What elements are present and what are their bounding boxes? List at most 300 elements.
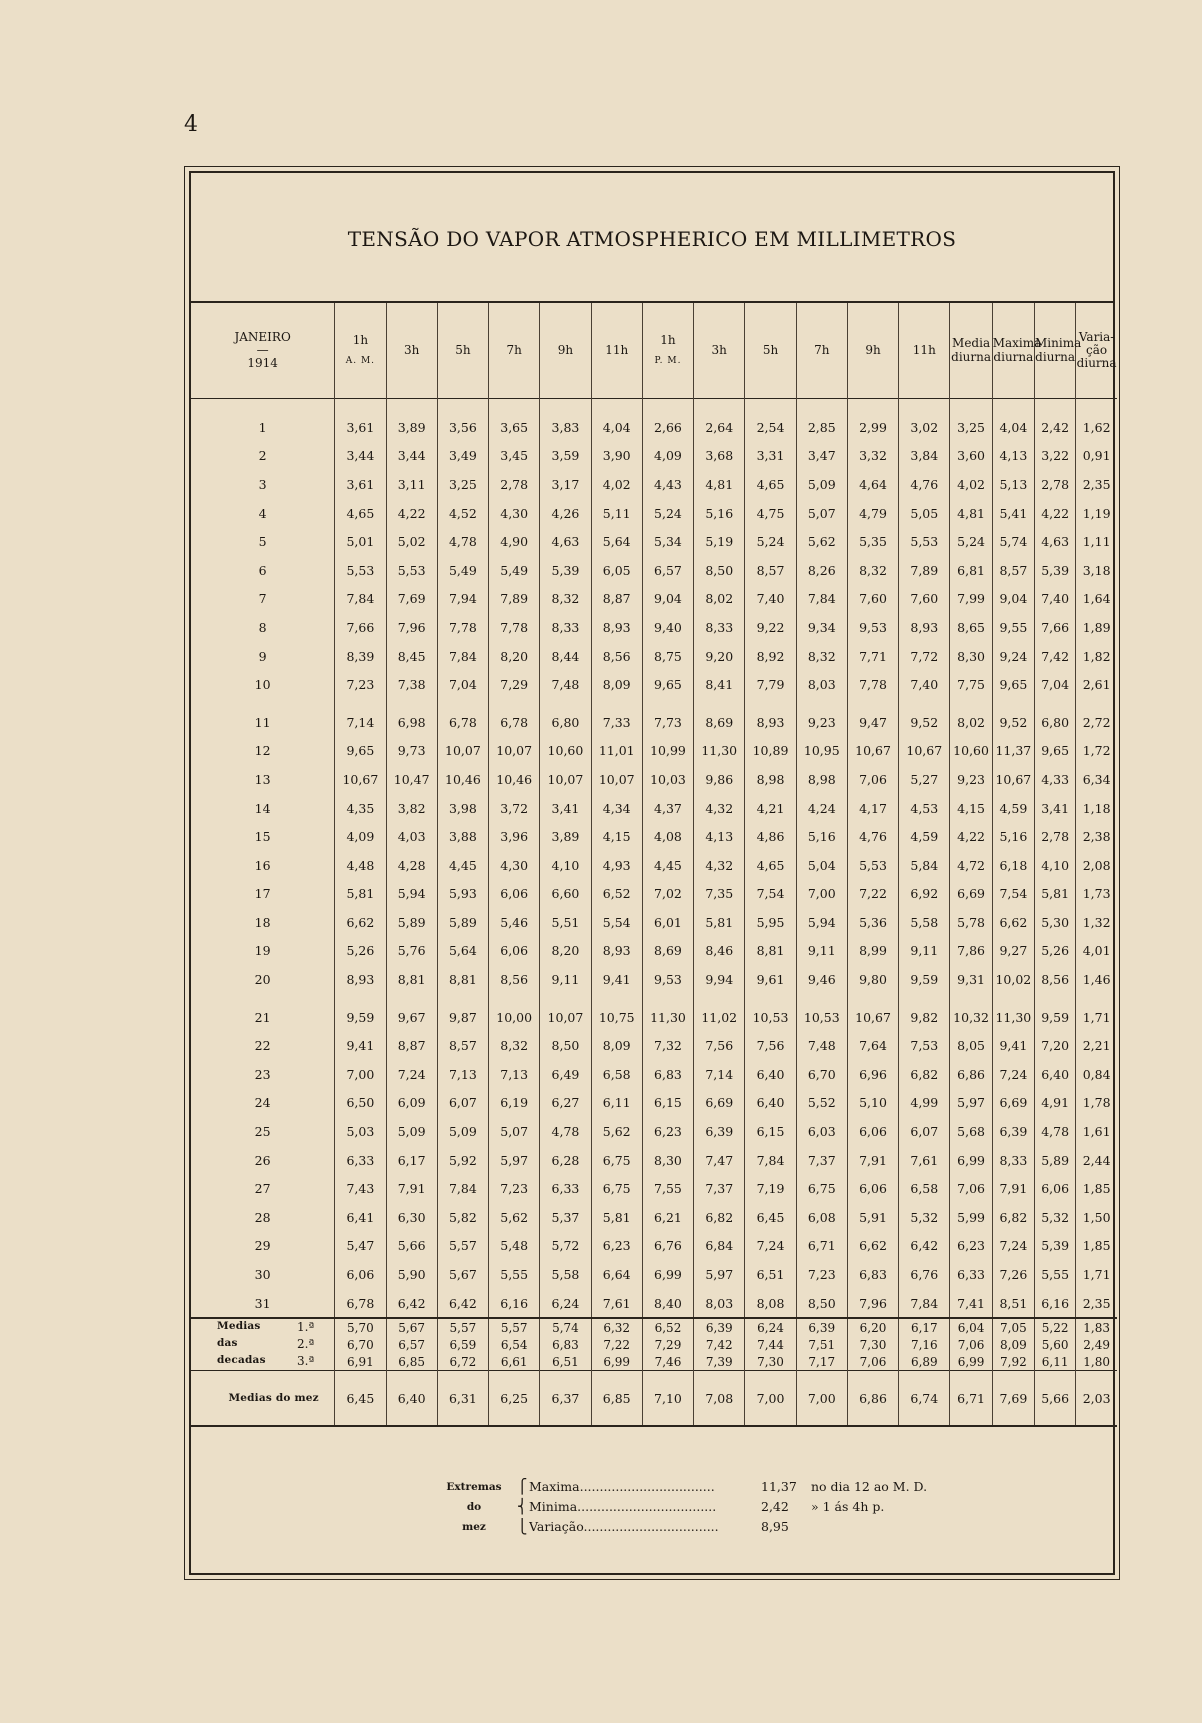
day-cell: 3 bbox=[191, 470, 335, 499]
value-cell: 7,69 bbox=[992, 1371, 1034, 1427]
value-cell: 7,89 bbox=[899, 556, 950, 585]
value-cell: 6,57 bbox=[642, 556, 693, 585]
value-cell: 8,93 bbox=[335, 965, 386, 994]
value-cell: 10,60 bbox=[540, 737, 591, 766]
value-cell: 7,43 bbox=[335, 1174, 386, 1203]
value-cell: 7,69 bbox=[386, 585, 437, 614]
decade-label-cell bbox=[191, 1336, 335, 1353]
value-cell: 2,49 bbox=[1083, 1337, 1110, 1352]
value-cell: 8,45 bbox=[386, 642, 437, 671]
value-cell: 6,39 bbox=[992, 1117, 1034, 1146]
day-cell: 29 bbox=[191, 1232, 335, 1261]
value-cell: 7,84 bbox=[335, 585, 386, 614]
value-cell: 9,86 bbox=[694, 765, 745, 794]
value-cell: 6,99 bbox=[591, 1353, 642, 1371]
table-row bbox=[191, 765, 1117, 794]
value-cell: 10,07 bbox=[489, 737, 540, 766]
value-cell: 7,91 bbox=[992, 1174, 1034, 1203]
day-cell: 10 bbox=[191, 670, 335, 699]
value-cell: 7,06 bbox=[847, 1353, 898, 1371]
value-cell: 6,61 bbox=[489, 1353, 540, 1371]
value-cell: 7,48 bbox=[540, 670, 591, 699]
value-cell: 11,37 bbox=[992, 737, 1034, 766]
value-cell: 7,37 bbox=[796, 1146, 847, 1175]
day-cell: 7 bbox=[191, 585, 335, 614]
value-cell: 2,78 bbox=[489, 470, 540, 499]
value-cell: 7,40 bbox=[1035, 585, 1076, 614]
value-cell: 10,53 bbox=[796, 1003, 847, 1032]
value-cell: 3,68 bbox=[694, 442, 745, 471]
value-cell: 8,81 bbox=[437, 965, 488, 994]
spacer-cell bbox=[437, 699, 488, 708]
value-cell: 6,33 bbox=[950, 1260, 992, 1289]
value-cell: 4,79 bbox=[847, 499, 898, 528]
value-cell: 8,09 bbox=[992, 1336, 1034, 1353]
value-cell: 6,40 bbox=[1035, 1060, 1076, 1089]
value-cell: 9,41 bbox=[591, 965, 642, 994]
value-cell: 4,45 bbox=[642, 851, 693, 880]
decade-ordinal: 3.ª bbox=[297, 1354, 315, 1369]
value-cell: 8,56 bbox=[1035, 965, 1076, 994]
spacer-cell bbox=[992, 699, 1034, 708]
value-cell: 7,54 bbox=[992, 880, 1034, 909]
value-cell: 7,29 bbox=[489, 670, 540, 699]
value-cell: 5,68 bbox=[950, 1117, 992, 1146]
value-cell: 6,51 bbox=[540, 1353, 591, 1371]
value-cell: 7,14 bbox=[335, 708, 386, 737]
value-cell: 8,57 bbox=[992, 556, 1034, 585]
value-cell: 9,55 bbox=[992, 613, 1034, 642]
value-cell: 6,23 bbox=[950, 1232, 992, 1261]
value-cell: 7,78 bbox=[437, 613, 488, 642]
value-cell: 4,10 bbox=[1035, 851, 1076, 880]
value-cell: 9,53 bbox=[847, 613, 898, 642]
value-cell: 4,35 bbox=[335, 794, 386, 823]
value-cell: 7,86 bbox=[950, 937, 992, 966]
value-cell: 4,81 bbox=[694, 470, 745, 499]
spacer-row bbox=[191, 994, 1117, 1003]
value-cell: 10,60 bbox=[950, 737, 992, 766]
value-cell: 10,47 bbox=[386, 765, 437, 794]
value-cell: 6,69 bbox=[694, 1089, 745, 1118]
value-cell: 6,86 bbox=[950, 1060, 992, 1089]
table-row bbox=[191, 499, 1117, 528]
value-cell: 5,66 bbox=[1035, 1371, 1076, 1427]
value-cell: 8,40 bbox=[642, 1289, 693, 1319]
value-cell: 6,78 bbox=[335, 1289, 386, 1319]
value-cell: 2,78 bbox=[1035, 822, 1076, 851]
decade-label: Medias bbox=[217, 1320, 261, 1333]
header-row bbox=[191, 303, 1117, 399]
value-cell: 5,57 bbox=[437, 1232, 488, 1261]
value-cell: 7,23 bbox=[796, 1260, 847, 1289]
value-cell: 7,42 bbox=[694, 1336, 745, 1353]
value-cell: 6,78 bbox=[489, 708, 540, 737]
spacer-cell bbox=[950, 699, 992, 708]
value-cell: 4,86 bbox=[745, 822, 796, 851]
day-cell: 21 bbox=[191, 1003, 335, 1032]
value-cell: 5,36 bbox=[847, 908, 898, 937]
value-cell: 5,81 bbox=[591, 1203, 642, 1232]
value-cell: 3,89 bbox=[386, 413, 437, 442]
spacer-cell bbox=[489, 994, 540, 1003]
value-cell: 8,32 bbox=[489, 1031, 540, 1060]
value-cell: 9,67 bbox=[386, 1003, 437, 1032]
value-cell: 8,33 bbox=[694, 613, 745, 642]
value-cell: 7,40 bbox=[745, 585, 796, 614]
spacer-cell bbox=[694, 699, 745, 708]
value-cell: 9,94 bbox=[694, 965, 745, 994]
value-cell: 5,94 bbox=[796, 908, 847, 937]
value-cell: 8,32 bbox=[540, 585, 591, 614]
value-cell: 3,44 bbox=[386, 442, 437, 471]
value-cell: 5,54 bbox=[591, 908, 642, 937]
value-cell: 6,89 bbox=[899, 1353, 950, 1371]
value-cell: 7,24 bbox=[745, 1232, 796, 1261]
value-cell: 7,40 bbox=[899, 670, 950, 699]
value-cell: 5,91 bbox=[847, 1203, 898, 1232]
extreme-value: 11,37 bbox=[761, 1479, 797, 1494]
spacer-cell bbox=[899, 399, 950, 414]
value-cell: 6,58 bbox=[591, 1060, 642, 1089]
table-row bbox=[191, 1146, 1117, 1175]
value-cell: 6,03 bbox=[796, 1117, 847, 1146]
value-cell: 5,24 bbox=[642, 499, 693, 528]
value-cell: 9,41 bbox=[992, 1031, 1034, 1060]
extreme-label: mez bbox=[462, 1521, 486, 1533]
value-cell: 5,49 bbox=[437, 556, 488, 585]
value-cell: 4,59 bbox=[992, 794, 1034, 823]
value-cell: 3,11 bbox=[386, 470, 437, 499]
day-cell: 31 bbox=[191, 1289, 335, 1319]
value-cell: 5,64 bbox=[437, 937, 488, 966]
table-row bbox=[191, 937, 1117, 966]
value-cell: 9,04 bbox=[642, 585, 693, 614]
value-cell: 9,87 bbox=[437, 1003, 488, 1032]
value-cell: 5,04 bbox=[796, 851, 847, 880]
value-cell: 10,46 bbox=[437, 765, 488, 794]
value-cell: 5,46 bbox=[489, 908, 540, 937]
value-cell: 10,00 bbox=[489, 1003, 540, 1032]
value-cell: 10,75 bbox=[591, 1003, 642, 1032]
value-cell: 9,47 bbox=[847, 708, 898, 737]
value-cell: 7,00 bbox=[335, 1060, 386, 1089]
value-cell: 7,72 bbox=[899, 642, 950, 671]
value-cell: 8,98 bbox=[796, 765, 847, 794]
value-cell: 7,48 bbox=[796, 1031, 847, 1060]
value-cell: 5,53 bbox=[847, 851, 898, 880]
value-cell: 7,96 bbox=[847, 1289, 898, 1319]
brace: ⎩ bbox=[517, 1519, 528, 1535]
value-cell: 9,59 bbox=[1035, 1003, 1076, 1032]
spacer-cell bbox=[540, 994, 591, 1003]
spacer-cell bbox=[335, 994, 386, 1003]
day-cell: 4 bbox=[191, 499, 335, 528]
value-cell: 8,98 bbox=[745, 765, 796, 794]
table-row bbox=[191, 1031, 1117, 1060]
value-cell: 6,71 bbox=[796, 1232, 847, 1261]
value-cell: 5,57 bbox=[489, 1318, 540, 1336]
value-cell: 4,22 bbox=[1035, 499, 1076, 528]
value-cell: 4,03 bbox=[386, 822, 437, 851]
value-cell: 7,08 bbox=[694, 1371, 745, 1427]
value-cell: 5,34 bbox=[642, 527, 693, 556]
value-cell: 9,11 bbox=[899, 937, 950, 966]
spacer-cell bbox=[796, 699, 847, 708]
value-cell: 3,25 bbox=[950, 413, 992, 442]
value-cell: 5,55 bbox=[1035, 1260, 1076, 1289]
value-cell: 6,99 bbox=[642, 1260, 693, 1289]
maxima-header: Maxima diurna bbox=[992, 303, 1034, 399]
value-cell: 11,30 bbox=[992, 1003, 1034, 1032]
value-cell: 8,20 bbox=[540, 937, 591, 966]
value-cell: 7,23 bbox=[489, 1174, 540, 1203]
value-cell: 10,46 bbox=[489, 765, 540, 794]
value-cell: 10,03 bbox=[642, 765, 693, 794]
value-cell: 8,50 bbox=[540, 1031, 591, 1060]
value-cell: 5,39 bbox=[540, 556, 591, 585]
value-cell: 6,28 bbox=[540, 1146, 591, 1175]
value-cell: 7,06 bbox=[847, 765, 898, 794]
value-cell: 8,26 bbox=[796, 556, 847, 585]
value-cell: 4,37 bbox=[642, 794, 693, 823]
table-row bbox=[191, 737, 1117, 766]
value-cell: 7,24 bbox=[992, 1232, 1034, 1261]
value-cell: 4,99 bbox=[899, 1089, 950, 1118]
value-cell: 7,78 bbox=[847, 670, 898, 699]
value-cell: 6,70 bbox=[335, 1336, 386, 1353]
value-cell: 1,85 bbox=[1082, 1238, 1111, 1254]
spacer-cell bbox=[950, 994, 992, 1003]
value-cell: 6,39 bbox=[694, 1117, 745, 1146]
value-cell: 7,16 bbox=[899, 1336, 950, 1353]
value-cell: 6,06 bbox=[847, 1174, 898, 1203]
decade-label-cell bbox=[191, 1318, 335, 1336]
value-cell: 7,75 bbox=[950, 670, 992, 699]
value-cell: 1,82 bbox=[1082, 648, 1111, 664]
value-cell: 9,24 bbox=[992, 642, 1034, 671]
value-cell: 7,53 bbox=[899, 1031, 950, 1060]
value-cell: 8,03 bbox=[694, 1289, 745, 1319]
value-cell: 7,51 bbox=[796, 1336, 847, 1353]
value-cell: 8,05 bbox=[950, 1031, 992, 1060]
value-cell: 7,79 bbox=[745, 670, 796, 699]
table-row bbox=[191, 585, 1117, 614]
value-cell: 6,75 bbox=[796, 1174, 847, 1203]
hour-header: 3h bbox=[386, 303, 437, 399]
value-cell: 9,34 bbox=[796, 613, 847, 642]
value-cell: 10,07 bbox=[591, 765, 642, 794]
value-cell: 5,93 bbox=[437, 880, 488, 909]
value-cell: 7,20 bbox=[1035, 1031, 1076, 1060]
value-cell: 9,65 bbox=[642, 670, 693, 699]
value-cell: 2,64 bbox=[694, 413, 745, 442]
value-cell: 5,58 bbox=[899, 908, 950, 937]
value-cell: 5,97 bbox=[489, 1146, 540, 1175]
value-cell: 1,18 bbox=[1082, 800, 1111, 816]
value-cell: 9,73 bbox=[386, 737, 437, 766]
value-cell: 6,20 bbox=[847, 1318, 898, 1336]
value-cell: 6,40 bbox=[386, 1371, 437, 1427]
value-cell: 7,32 bbox=[642, 1031, 693, 1060]
value-cell: 9,40 bbox=[642, 613, 693, 642]
value-cell: 5,89 bbox=[1035, 1146, 1076, 1175]
spacer-cell bbox=[591, 994, 642, 1003]
value-cell: 7,78 bbox=[489, 613, 540, 642]
value-cell: 3,88 bbox=[437, 822, 488, 851]
value-cell: 7,14 bbox=[694, 1060, 745, 1089]
value-cell: 5,67 bbox=[386, 1318, 437, 1336]
decade-label: decadas bbox=[217, 1354, 266, 1367]
value-cell: 6,04 bbox=[950, 1318, 992, 1336]
value-cell: 10,67 bbox=[847, 737, 898, 766]
table-row bbox=[191, 908, 1117, 937]
value-cell: 5,52 bbox=[796, 1089, 847, 1118]
value-cell: 6,06 bbox=[1035, 1174, 1076, 1203]
hour-header: 1h A. M. bbox=[335, 303, 386, 399]
value-cell: 7,89 bbox=[489, 585, 540, 614]
value-cell: 1,73 bbox=[1082, 886, 1111, 902]
value-cell: 8,30 bbox=[950, 642, 992, 671]
spacer-cell bbox=[1076, 699, 1117, 708]
value-cell: 6,85 bbox=[591, 1371, 642, 1427]
value-cell: 5,24 bbox=[950, 527, 992, 556]
day-cell: 26 bbox=[191, 1146, 335, 1175]
spacer-cell bbox=[335, 699, 386, 708]
spacer-cell bbox=[796, 399, 847, 414]
value-cell: 5,07 bbox=[796, 499, 847, 528]
day-cell: 8 bbox=[191, 613, 335, 642]
value-cell: 9,11 bbox=[540, 965, 591, 994]
value-cell: 4,02 bbox=[591, 470, 642, 499]
value-cell: 11,01 bbox=[591, 737, 642, 766]
value-cell: 4,15 bbox=[950, 794, 992, 823]
value-cell: 5,09 bbox=[386, 1117, 437, 1146]
extreme-value: 8,95 bbox=[761, 1519, 789, 1534]
value-cell: 5,35 bbox=[847, 527, 898, 556]
value-cell: 4,72 bbox=[950, 851, 992, 880]
value-cell: 1,72 bbox=[1082, 743, 1111, 759]
value-cell: 8,02 bbox=[694, 585, 745, 614]
spacer-cell bbox=[191, 699, 335, 708]
table-row bbox=[191, 1289, 1117, 1319]
value-cell: 3,61 bbox=[335, 413, 386, 442]
spacer-cell bbox=[847, 699, 898, 708]
value-cell: 4,90 bbox=[489, 527, 540, 556]
table-row bbox=[191, 442, 1117, 471]
value-cell: 7,56 bbox=[694, 1031, 745, 1060]
value-cell: 2,35 bbox=[1082, 1295, 1111, 1311]
value-cell: 2,08 bbox=[1082, 857, 1111, 873]
value-cell: 6,70 bbox=[796, 1060, 847, 1089]
value-cell: 6,85 bbox=[386, 1353, 437, 1371]
value-cell: 6,18 bbox=[992, 851, 1034, 880]
spacer-cell bbox=[899, 699, 950, 708]
value-cell: 5,76 bbox=[386, 937, 437, 966]
value-cell: 9,46 bbox=[796, 965, 847, 994]
value-cell: 10,53 bbox=[745, 1003, 796, 1032]
value-cell: 9,23 bbox=[950, 765, 992, 794]
table-row bbox=[191, 1060, 1117, 1089]
value-cell: 7,94 bbox=[437, 585, 488, 614]
value-cell: 7,04 bbox=[437, 670, 488, 699]
value-cell: 5,16 bbox=[796, 822, 847, 851]
value-cell: 1,62 bbox=[1082, 419, 1111, 435]
day-cell: 6 bbox=[191, 556, 335, 585]
value-cell: 7,84 bbox=[437, 1174, 488, 1203]
value-cell: 2,72 bbox=[1082, 714, 1111, 730]
hour-header: 11h bbox=[899, 303, 950, 399]
value-cell: 2,78 bbox=[1035, 470, 1076, 499]
value-cell: 10,67 bbox=[335, 765, 386, 794]
spacer-cell bbox=[745, 994, 796, 1003]
value-cell: 3,65 bbox=[489, 413, 540, 442]
hour-header: 7h bbox=[796, 303, 847, 399]
value-cell: 6,08 bbox=[796, 1203, 847, 1232]
value-cell: 1,61 bbox=[1082, 1124, 1111, 1140]
value-cell: 6,25 bbox=[489, 1371, 540, 1427]
value-cell: 9,52 bbox=[992, 708, 1034, 737]
day-cell: 2 bbox=[191, 442, 335, 471]
value-cell: 5,72 bbox=[540, 1232, 591, 1261]
spacer-cell bbox=[191, 399, 335, 414]
value-cell: 3,82 bbox=[386, 794, 437, 823]
extreme-name: Variação.................................. bbox=[529, 1519, 719, 1534]
value-cell: 5,89 bbox=[437, 908, 488, 937]
spacer-cell bbox=[796, 994, 847, 1003]
value-cell: 5,81 bbox=[694, 908, 745, 937]
decade-row bbox=[191, 1353, 1117, 1371]
table-inner-frame bbox=[189, 171, 1115, 1575]
value-cell: 3,41 bbox=[1035, 794, 1076, 823]
value-cell: 6,74 bbox=[899, 1371, 950, 1427]
value-cell: 10,07 bbox=[437, 737, 488, 766]
value-cell: 5,30 bbox=[1035, 908, 1076, 937]
value-cell: 4,22 bbox=[386, 499, 437, 528]
value-cell: 9,52 bbox=[899, 708, 950, 737]
value-cell: 6,98 bbox=[386, 708, 437, 737]
value-cell: 5,64 bbox=[591, 527, 642, 556]
value-cell: 6,62 bbox=[847, 1232, 898, 1261]
decade-ordinal: 2.ª bbox=[297, 1337, 315, 1352]
value-cell: 5,78 bbox=[950, 908, 992, 937]
page-number: 4 bbox=[184, 112, 198, 137]
value-cell: 9,61 bbox=[745, 965, 796, 994]
value-cell: 6,27 bbox=[540, 1089, 591, 1118]
value-cell: 5,66 bbox=[386, 1232, 437, 1261]
hour-header: 11h bbox=[591, 303, 642, 399]
value-cell: 2,35 bbox=[1082, 476, 1111, 492]
value-cell: 8,81 bbox=[386, 965, 437, 994]
value-cell: 9,20 bbox=[694, 642, 745, 671]
spacer-cell bbox=[540, 699, 591, 708]
value-cell: 8,93 bbox=[591, 613, 642, 642]
spacer-cell bbox=[899, 994, 950, 1003]
value-cell: 6,62 bbox=[335, 908, 386, 937]
value-cell: 3,47 bbox=[796, 442, 847, 471]
value-cell: 7,38 bbox=[386, 670, 437, 699]
value-cell: 4,32 bbox=[694, 794, 745, 823]
value-cell: 10,67 bbox=[847, 1003, 898, 1032]
day-cell: 17 bbox=[191, 880, 335, 909]
value-cell: 3,49 bbox=[437, 442, 488, 471]
value-cell: 6,39 bbox=[796, 1318, 847, 1336]
hour-header: 9h bbox=[540, 303, 591, 399]
spacer-cell bbox=[642, 699, 693, 708]
value-cell: 5,07 bbox=[489, 1117, 540, 1146]
value-cell: 5,74 bbox=[992, 527, 1034, 556]
value-cell: 8,02 bbox=[950, 708, 992, 737]
